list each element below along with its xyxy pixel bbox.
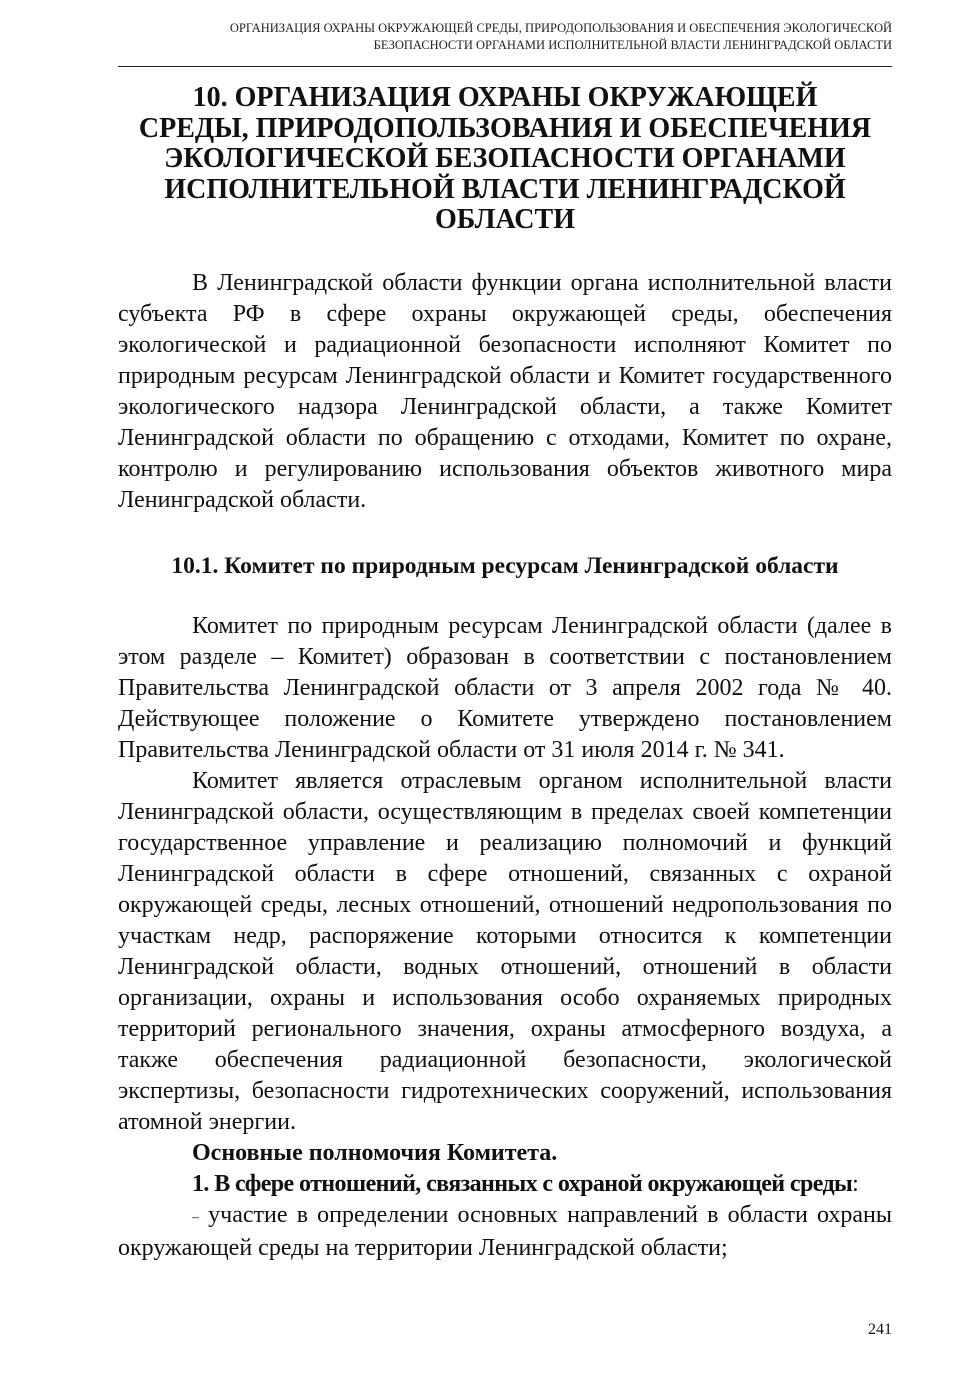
section-body: [118, 611, 892, 1264]
intro-section: [118, 268, 892, 516]
running-header-line: БЕЗОПАСНОСТИ ОРГАНАМИ ИСПОЛНИТЕЛЬНОЙ ВЛАСТИ ЛЕНИНГРАДСКОЙ ОБЛАСТИ: [373, 38, 892, 52]
list-dash: –: [192, 1210, 199, 1225]
chapter-title-line: ЭКОЛОГИЧЕСКОЙ БЕЗОПАСНОСТИ ОРГАНАМИ: [164, 143, 846, 174]
intro-paragraph: В Ленинградской области функции органа исполнительной власти субъекта РФ в сфере охраны окружающей среды, обеспечения экологической и радиационной безопасности исполняют Комитет по природным ресурсам Ленинградской области и Комитет государственного экологического надзора Ленинградской области, а также Комитет Ленинградской области по обращению с отходами, Комитет по охране, контролю и регулированию использования объектов животного мира Ленинградской области.: [118, 270, 892, 513]
list-item-text: участие в определении основных направлений в области охраны окружающей среды на территории Ленинградской области;: [118, 1202, 893, 1261]
subsection-heading-line: [118, 1169, 892, 1200]
page-number: 241: [868, 1321, 892, 1338]
header-divider: [118, 66, 892, 67]
paragraph-committee-role: Комитет является отраслевым органом исполнительной власти Ленинградской области, осуществляющим в пределах своей компетенции государственное управление и реализацию полномочий и функций Ленинградской области в сфере отношений, связанных с охраной окружающей среды, лесных отношений, отношений недропользования по участкам недр, распоряжение которыми относится к компетенции Ленинградской области, водных отношений, отношений в области организации, охраны и использования особо охраняемых природных территорий регионального значения, охраны атмосферного воздуха, а также обеспечения радиационной безопасности, экологической экспертизы, безопасности гидротехнических сооружений, использования атомной энергии.: [118, 768, 892, 1135]
running-header-line: ОРГАНИЗАЦИЯ ОХРАНЫ ОКРУЖАЮЩЕЙ СРЕДЫ, ПРИРОДОПОЛЬЗОВАНИЯ И ОБЕСПЕЧЕНИЯ ЭКОЛОГИЧЕСКОЙ: [229, 21, 892, 35]
chapter-title-line: СРЕДЫ, ПРИРОДОПОЛЬЗОВАНИЯ И ОБЕСПЕЧЕНИЯ: [138, 112, 872, 144]
chapter-title: [118, 83, 892, 236]
paragraph-committee-founding: Комитет по природным ресурсам Ленинградской области (далее в этом разделе – Комитет) образован в соответствии с постановлением Правительства Ленинградской области от 3 апреля 2002 года № 40. Действующее положение о Комитете утверждено постановлением Правительства Ленинградской области от 31 июля 2014 г. № 341.: [118, 613, 892, 763]
subsection-colon: :: [852, 1171, 859, 1197]
list-item: [118, 1200, 892, 1264]
section-heading: 10.1. Комитет по природным ресурсам Ленинградской области: [171, 553, 839, 579]
powers-heading: Основные полномочия Комитета.: [192, 1140, 558, 1166]
chapter-title-line: ОБЛАСТИ: [435, 204, 575, 235]
chapter-title-line: 10. ОРГАНИЗАЦИЯ ОХРАНЫ ОКРУЖАЮЩЕЙ: [192, 82, 818, 113]
chapter-title-line: ИСПОЛНИТЕЛЬНОЙ ВЛАСТИ ЛЕНИНГРАДСКОЙ: [164, 173, 846, 205]
running-header: [118, 20, 892, 54]
subsection-heading: 1. В сфере отношений, связанных с охраной окружающей среды: [192, 1171, 853, 1197]
